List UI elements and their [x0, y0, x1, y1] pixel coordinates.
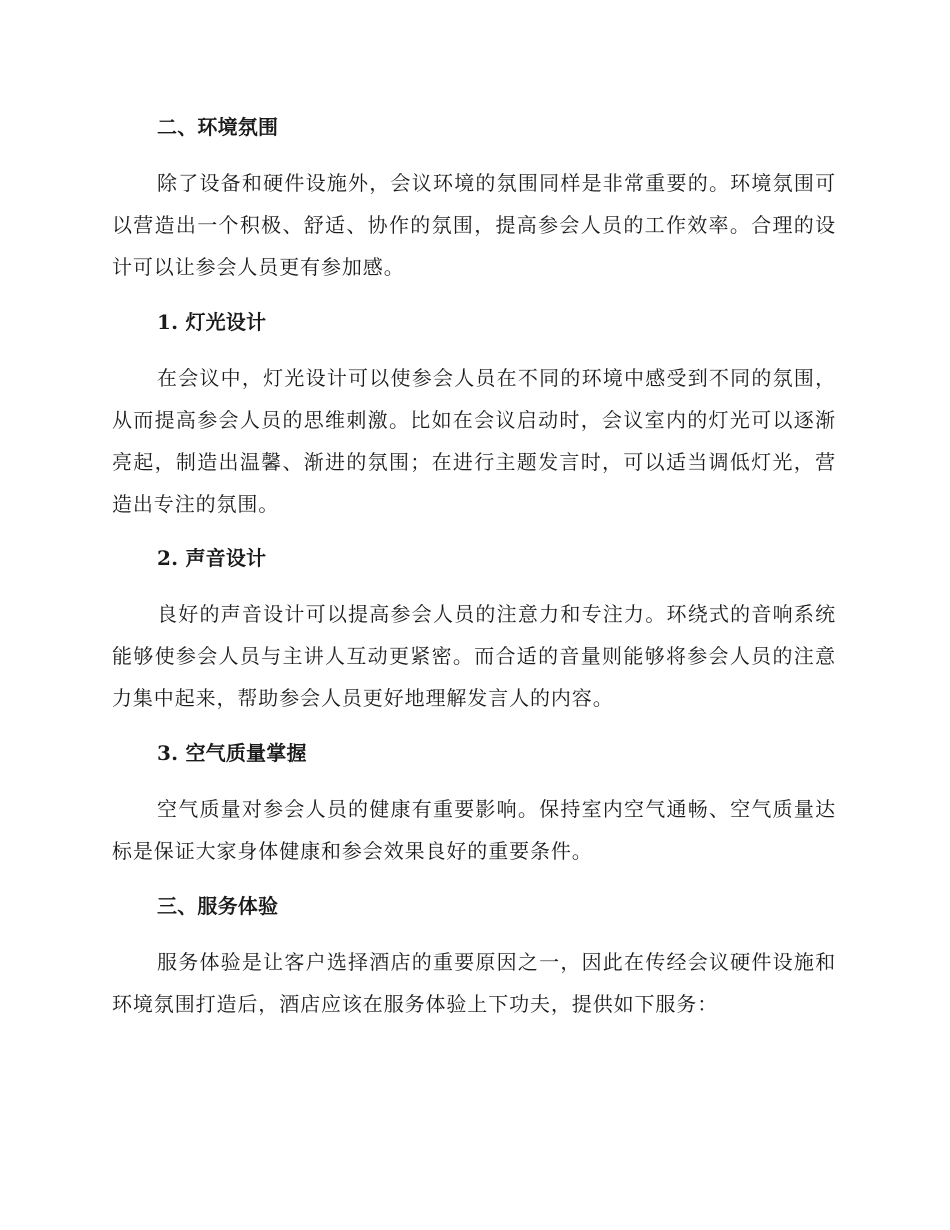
paragraph-air-quality: 空气质量对参会人员的健康有重要影响。保持室内空气通畅、空气质量达标是保证大家身体健康和参会效果良好的重要条件。 — [112, 797, 836, 863]
subheading-lighting-design: 1. 灯光设计 — [157, 310, 267, 334]
paragraph-sound-design: 良好的声音设计可以提高参会人员的注意力和专注力。环绕式的音响系统能够使参会人员与主讲人互动更紧密。而合适的音量则能够将参会人员的注意力集中起来，帮助参会人员更好地理解发言人的内容。 — [112, 602, 836, 710]
section-heading-environment-atmosphere: 二、环境氛围 — [157, 115, 279, 139]
section-heading-service-experience: 三、服务体验 — [157, 894, 279, 918]
paragraph-service-experience: 服务体验是让客户选择酒店的重要原因之一，因此在传经会议硬件设施和环境氛围打造后，酒店应该在服务体验上下功夫，提供如下服务： — [112, 950, 836, 1016]
paragraph-environment-atmosphere: 除了设备和硬件设施外，会议环境的氛围同样是非常重要的。环境氛围可以营造出一个积极、舒适、协作的氛围，提高参会人员的工作效率。合理的设计可以让参会人员更有参加感。 — [112, 171, 836, 279]
paragraph-lighting-design: 在会议中，灯光设计可以使参会人员在不同的环境中感受到不同的氛围，从而提高参会人员的思维刺激。比如在会议启动时，会议室内的灯光可以逐渐亮起，制造出温馨、渐进的氛围；在进行主题发言时，可以适当调低灯光，营造出专注的氛围。 — [112, 366, 836, 516]
subheading-sound-design: 2. 声音设计 — [157, 546, 267, 570]
subheading-air-quality: 3. 空气质量掌握 — [157, 741, 307, 765]
